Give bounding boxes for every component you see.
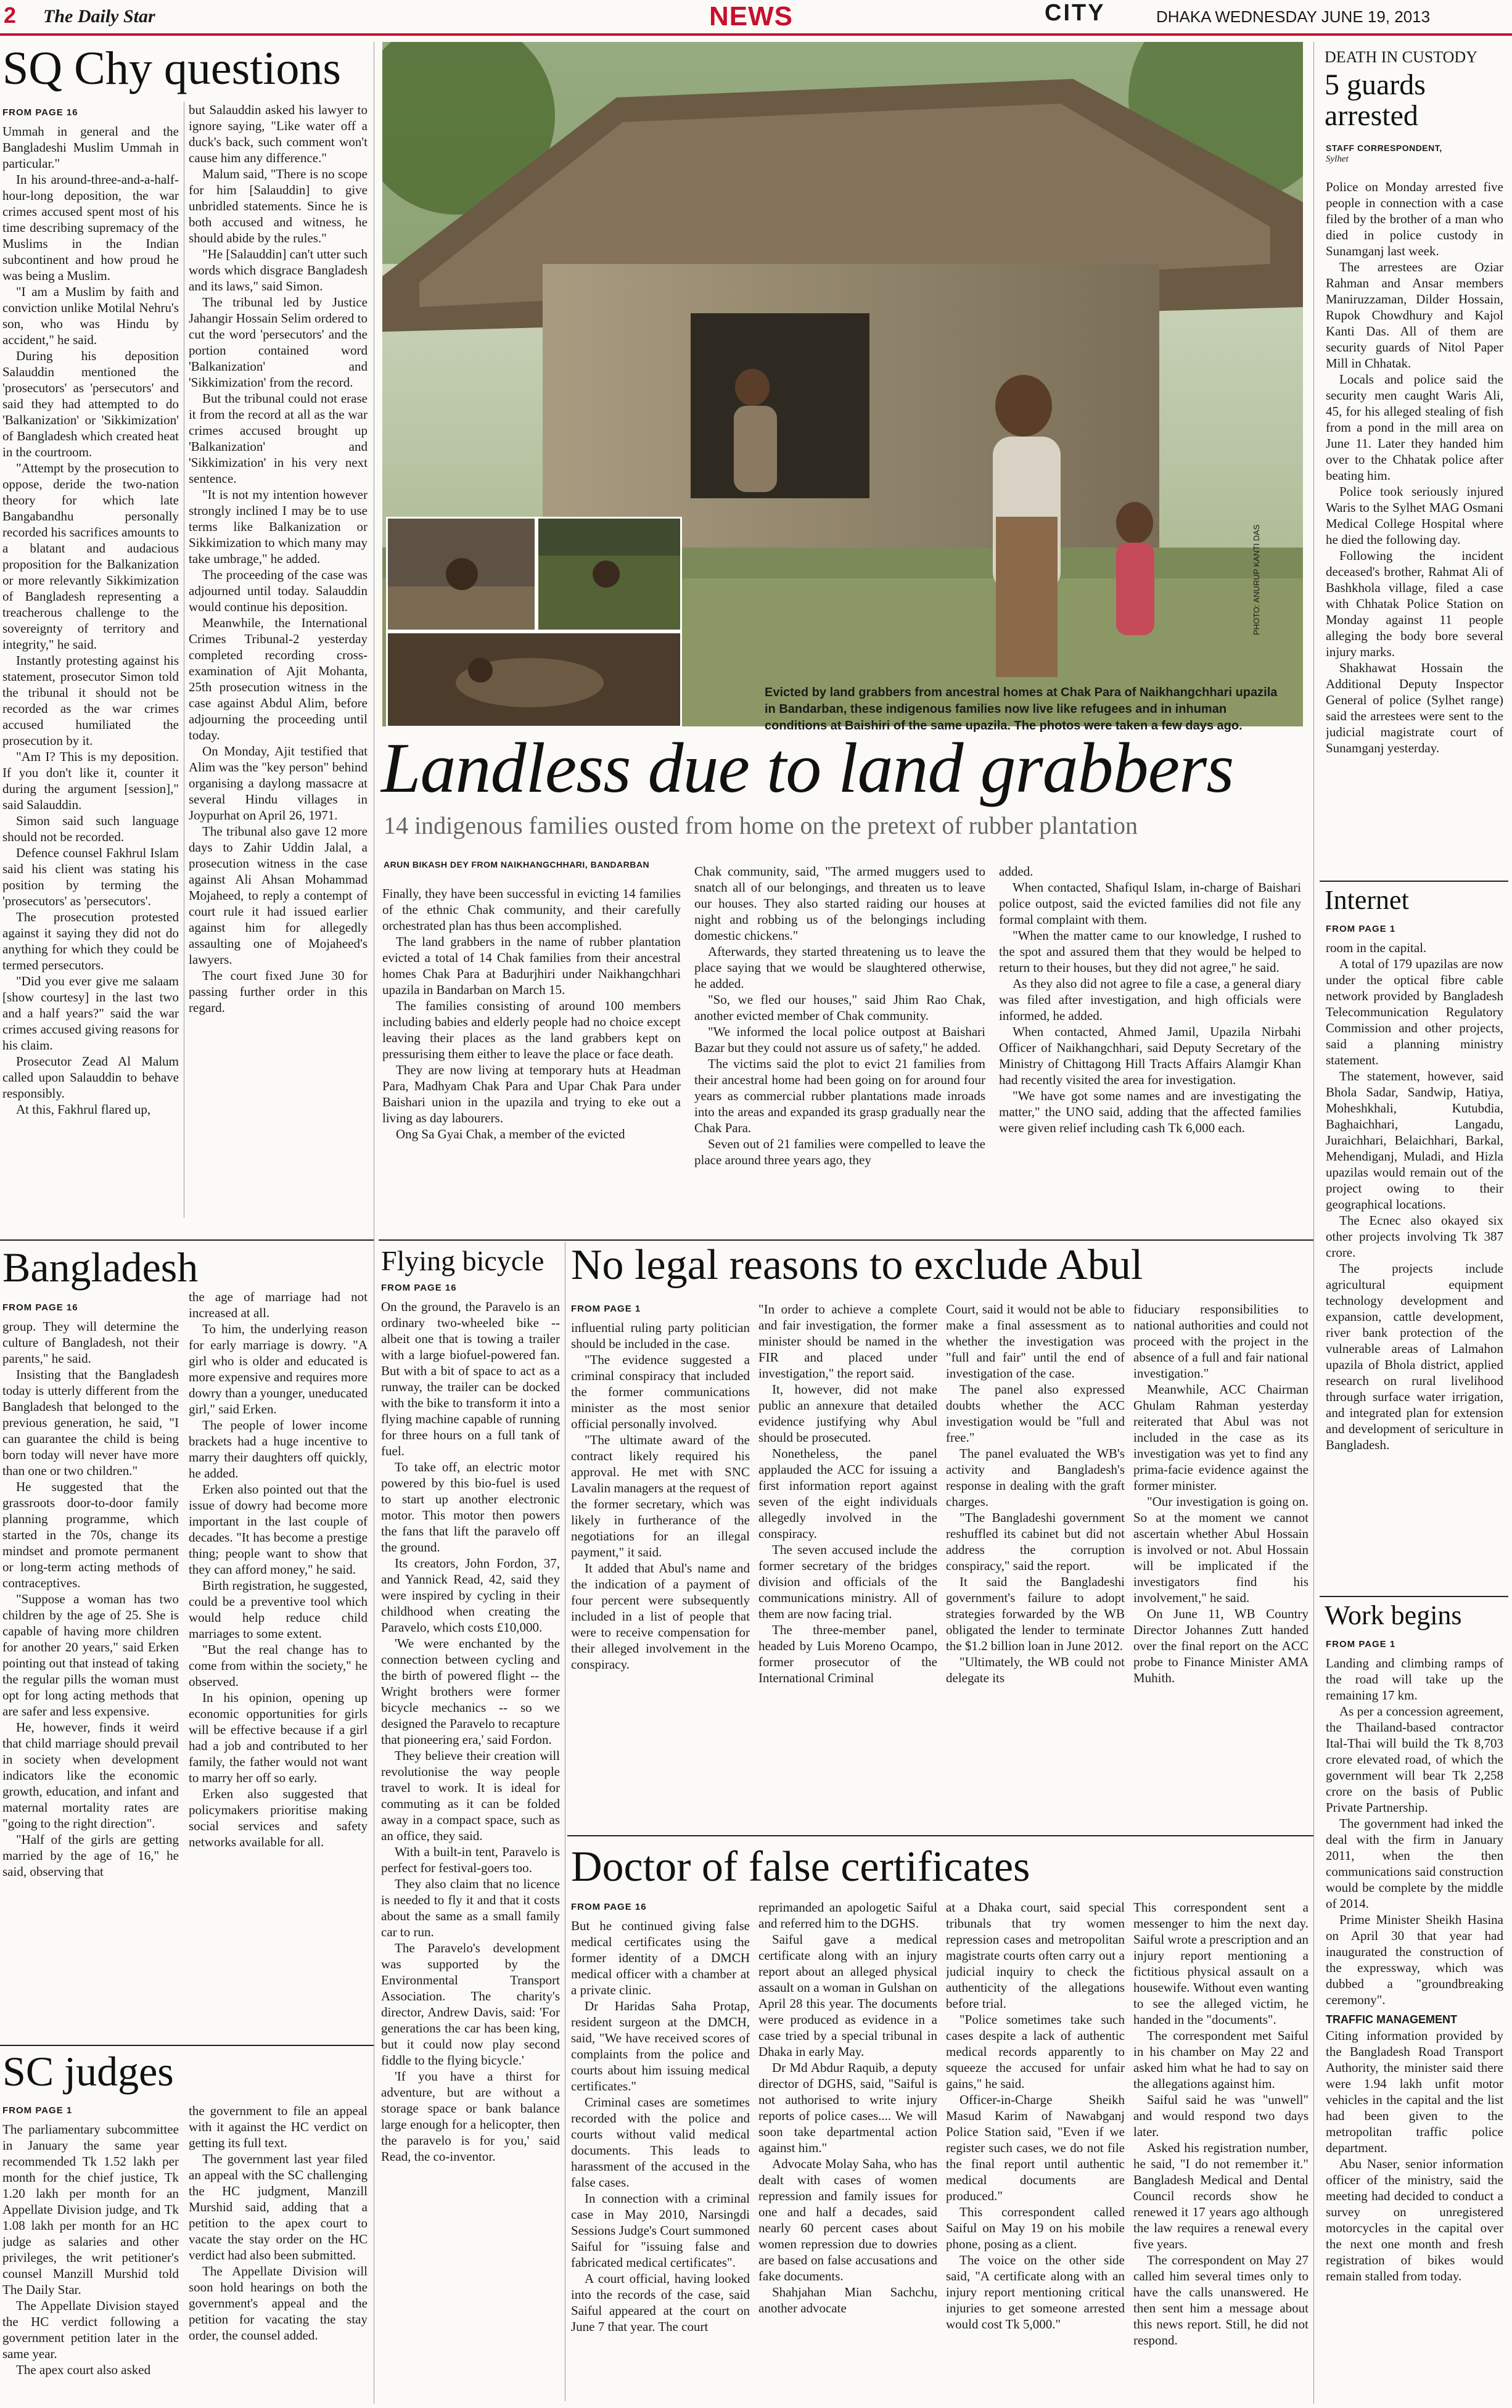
article-body [571,1918,750,2335]
flying-bicycle-headline: Flying bicycle [381,1245,544,1276]
paragraph: The government last year filed an appeal with the SC challenging the HC judgment, Manzill Murshid said, adding that a petition to the apex court to vacate the stay order on the HC verdict had also been submitted. [189,2151,368,2262]
section-rule [567,1835,1313,1836]
paragraph: Locals and police said the security men caught Waris Ali, 45, for his alleged stealing of fish from a pond in the mill area on June 11. Later they handed him over to the Chhatak police after beating him. [1326,372,1503,483]
sq-chy-headline: SQ Chy questions [2,43,341,94]
flying-bicycle-body [381,1280,560,2402]
article-body [1133,1301,1309,1686]
death-custody-headline-1: 5 guards [1325,68,1426,101]
paragraph: A court official, having looked into the records of the case, said Saiful appeared at the court on June 7 that year. The court [571,2271,750,2334]
paragraph: In his opinion, opening up economic opportunities for girls will be effective because if a girl had a job and contributed to her family, the father would not want to marry her off so early. [189,1690,368,1785]
paragraph: This correspondent sent a messenger to him the next day. Saiful wrote a prescription and an injury report mentioning a fictitious physical assault on a housewife. Without even wanting to see the alleged victim, he handed in the "documents". [1133,1900,1309,2027]
from-page: FROM PAGE 16 [2,107,78,118]
paragraph: Saiful gave a medical certificate along with an injury report about an alleged physical assault on a woman in Gulshan on April 28 this year. The documents were produced as evidence in a case tried by a special tribunal in Dhaka in early May. [758,1932,937,2059]
article-body [189,1289,368,1850]
section-rule [1320,881,1508,882]
paragraph: Simon said such language should not be recorded. [2,813,179,844]
paragraph: They believe their creation will revolutionise the way people travel to work. It is ideal for commuting as it can be folded away in a compact space, such as an office, they said. [381,1748,560,1843]
death-custody-place: Sylhet [1326,154,1349,164]
paragraph: the age of marriage had not increased at all. [189,1289,368,1320]
paragraph: In connection with a criminal case in May 2010, Narsingdi Sessions Judge's Court summoned Saiful for "issuing false and fabricated medical certificates". [571,2191,750,2270]
paragraph: "Half of the girls are getting married by the age of 16," he said, observing that [2,1832,179,1879]
paragraph: Criminal cases are sometimes recorded with the police and courts without valid medical documents. This leads to harassment of the accused in the false cases. [571,2095,750,2190]
paragraph: The voice on the other side said, "A certificate along with an injury report mentioning critical injuries to get someone arrested would cost Tk 5,000." [946,2253,1125,2332]
paragraph: It, however, did not make public an annexure that detailed evidence justifying why Abul should be prosecuted. [758,1382,937,1445]
paragraph: Court, said it would not be able to make a final assessment as to whether the investigation was "full and fair" until the end of investigation of the case. [946,1302,1125,1381]
paragraph: "In order to achieve a complete and fair investigation, the former minister should be named in the FIR and placed under investigation," the report said. [758,1302,937,1381]
paragraph: "It is not my intention however strongly inclined I may be to use terms like Balkanization or Sikkimization to which many may take umbrage," he added. [189,487,368,566]
paragraph: On Monday, Ajit testified that Alim was the "key person" behind organising a daylong massacre at several Hindu villages in Joypurhat on April 26, 1971. [189,744,368,823]
paragraph: But the tribunal could not erase it from the record at all as the war crimes accused brought up 'Balkanization' and 'Sikkimization' in his very next sentence. [189,391,368,486]
paragraph: Shahjahan Mian Sachchu, another advocate [758,2285,937,2316]
paragraph: reprimanded an apologetic Saiful and referred him to the DGHS. [758,1900,937,1931]
paragraph: Ummah in general and the Bangladeshi Muslim Ummah in particular." [2,124,179,171]
article-body [381,1299,560,2164]
paragraph: Officer-in-Charge Sheikh Masud Karim of Nawabganj Police Station said, "Even if we register such cases, we do not file the final report until authentic medical documents are produced." [946,2092,1125,2203]
paragraph: "So, we fled our houses," said Jhim Rao Chak, another evicted member of Chak community. [694,992,985,1023]
paragraph: "The Bangladeshi government reshuffled its cabinet but did not address the corruption conspiracy," said the report. [946,1510,1125,1573]
paragraph: He, however, finds it weird that child marriage should prevail in society when development indicators like the economic growth, education, and infant and maternal mortality rates are "going to the right direction". [2,1720,179,1831]
paragraph: They also claim that no licence is needed to fly it and that it costs about the same as a small family car to run. [381,1876,560,1939]
paragraph: At this, Fakhrul flared up, [16,1102,151,1117]
page-number: 2 [4,2,17,28]
subsection-label: CITY [1045,0,1106,26]
paragraph: The seven accused include the former secretary of the bridges division and officials of the communications ministry. All of them are now facing trial. [758,1542,937,1621]
paragraph: In his around-three-and-a-half-hour-long deposition, the war crimes accused spent most of his time describing supremacy of the Muslims in the Indian subcontinent and how proud he was being a Muslim. [2,172,179,283]
paragraph: With a built-in tent, Paravelo is perfect for festival-goers too. [381,1844,560,1875]
paragraph: During his deposition Salauddin mentioned the 'prosecutors' as 'persecutors' and said they had attempted to do 'Balkanization' or 'Sikkimization' of Bangladesh which created heat in the courtroom. [2,348,179,459]
paragraph: The Paravelo's development was supported by the Environmental Transport Association. The charity's director, Andrew Davis, said: 'For generations the car has been king, but it could now play second fiddle to the flying bicycle.' [381,1941,560,2068]
paragraph: Nonetheless, the panel applauded the ACC for issuing a first information report against seven of the eight individuals allegedly involved in the conspiracy. [758,1446,937,1541]
paragraph: Erken also suggested that policymakers prioritise making social services and safety networks available for all. [189,1786,368,1849]
paragraph: The Appellate Division will soon hold hearings on both the government's appeal and the petition for vacating the stay order, the counsel added. [189,2264,368,2343]
paragraph: Shakhawat Hossain the Additional Deputy Inspector General of police (Sylhet range) said the arrestees were sent to the judicial magistrate court of Sunamganj yesterday. [1326,660,1503,755]
paragraph: Meanwhile, the International Crimes Tribunal-2 yesterday completed recording cross-examination of Ajit Mohanta, 25th prosecution witness in the case against Abdul Alim, before adjourning the proceeding until today. [189,615,368,742]
abul-headline: No legal reasons to exclude Abul [571,1241,1143,1289]
abul-col1 [571,1301,750,1831]
paragraph: Prosecutor Zead Al Malum called upon Salauddin to behave responsibly. [2,1054,179,1101]
paragraph: Prime Minister Sheikh Hasina on April 30 that year had inaugurated the construction of the expressway, which was dubbed a "groundbreaking ceremony". [1326,1912,1503,2007]
paragraph: The parliamentary subcommittee in January the same year recommended Tk 1.52 lakh per month for the chief justice, Tk 1.20 lakh per month for an Appellate Division judge, and Tk 1.08 lakh per month for an HC judge as salaries and other privileges, the writ petitioner's counsel Manzill Murshid told The Daily Star. [2,2122,179,2297]
paragraph: The people of lower income brackets had a huge incentive to marry their daughters off quickly, he added. [189,1418,368,1481]
paragraph: Chak community, said, "The armed muggers used to snatch all of our belongings, and threaten us to leave our houses. They also started raiding our houses at night and robbing us of the belongings including domestic chickens." [694,864,985,943]
paragraph: Seven out of 21 families were compelled to leave the place around three years ago, they [694,1136,985,1167]
main-subheadline: 14 indigenous families ousted from home on the pretext of rubber plantation [384,812,1138,839]
article-body [2,1318,179,1880]
main-col2 [694,863,985,1231]
sc-judges-col1 [2,2103,179,2405]
paragraph: The apex court also asked [16,2362,151,2377]
paragraph: To him, the underlying reason for early marriage is dowry. "A girl who is older and educated is more expensive and requires more dowry than a younger, uneducated girl," said Erken. [189,1321,368,1416]
paragraph: The Appellate Division stayed the HC verdict following a government petition later in the same year. [2,2298,179,2361]
paragraph: the government to file an appeal with it against the HC verdict on getting its full text. [189,2103,368,2150]
paragraph: Insisting that the Bangladesh today is utterly different from the Bangladesh that belonged to the previous generation, he said, "I can guarantee the child is being born today will never have more than one or two children." [2,1367,179,1478]
column-divider [1313,42,1314,2404]
sq-chy-col1 [2,105,179,1295]
from-page: FROM PAGE 1 [571,1304,641,1314]
article-body [946,1899,1125,2332]
paragraph: The prosecution protested against it saying they did not do anything for which they could be termed persecutors. [2,910,179,972]
paragraph: "The evidence suggested a criminal conspiracy that included the former communications minister as the most senior official personally involved. [571,1352,750,1431]
paragraph: The correspondent met Saiful in his chamber on May 22 and asked him what he had to say on the allegations against him. [1133,2028,1309,2091]
paragraph: group. They will determine the culture of Bangladesh, not their parents," he said. [2,1319,179,1366]
paragraph: The tribunal also gave 12 more days to Zahir Uddin Jalal, a prosecution witness in the case against Ali Ahsan Mohammad Mojaheed, to reply a contempt of court rule it had issued earlier against him for allegedly assaulting one of Mojaheed's lawyers. [189,824,368,967]
paragraph: The tribunal led by Justice Jahangir Hossain Selim ordered to cut the word 'persecutors' and the portion contained word 'Balkanization' and 'Sikkimization' from the record. [189,295,368,390]
abul-col2 [758,1301,937,1831]
article-body [758,1301,937,1686]
abul-col3 [946,1301,1125,1831]
article-body [1326,179,1503,756]
paragraph: When contacted, Ahmed Jamil, Upazila Nirbahi Officer of Naikhangchhari, said Deputy Secretary of the Ministry of Chittagong Hill Tracts Affairs Alamgir Khan had recently visited the area for investigation. [999,1024,1301,1087]
paragraph: added. [999,864,1033,879]
paragraph: "Am I? This is my deposition. If you don't like it, counter it during the argument [session]," said Salauddin. [2,749,179,812]
paragraph: "He [Salauddin] can't utter such words which disgrace Bangladesh and its laws," said Simon. [189,247,368,294]
paragraph: When contacted, Shafiqul Islam, in-charge of Baishari police outpost, said the evicted families did not file any formal complaint with them. [999,880,1301,927]
paragraph: The projects include agricultural equipment technology development and expansion, cattle development, river bank protection of the vulnerable areas of Lalmahon upazila of Bhola district, applied research on rural livelihood through surface water irrigation, and integrated plan for extension and development of sericulture in Bangladesh. [1326,1261,1503,1452]
sq-chy-col2 [189,102,368,1295]
paragraph: Police took seriously injured Waris to the Sylhet MAG Osmani Medical College Hospital where he died the following day. [1326,484,1503,547]
paragraph: Saiful said he was "unwell" and would respond two days later. [1133,2092,1309,2139]
article-body [571,1320,750,1672]
paragraph: The families consisting of around 100 members including babies and elderly people had no choice except leaving their places as the land grabbers kept on pressurising them either to leave the place or face death. [382,998,681,1061]
section-label: NEWS [709,1,793,31]
paragraph: The arrestees are Oziar Rahman and Ansar members Maniruzzaman, Dilder Hossain, Rupok Chowdhury and Kajol Kanti Das. All of them are security guards of Nitol Paper Mill in Chhatak. [1326,260,1503,371]
section-rule [1320,1596,1508,1597]
article-body [2,2121,179,2378]
paragraph: Instantly protesting against his statement, prosecutor Simon told the tribunal it should not be recorded as the war crimes accused humiliated the prosecution by it. [2,653,179,748]
paragraph: Asked his registration number, he said, "I do not remember it." Bangladesh Medical and Dental Council records show he renewed it 17 years ago although the law requires a renewal every five years. [1133,2140,1309,2251]
photo-credit: PHOTO: ANURUP KANTI DAS [1252,524,1261,635]
death-custody-headline-2: arrested [1325,99,1418,132]
from-page: FROM PAGE 1 [2,2105,73,2116]
paragraph: The three-member panel, headed by Luis Moreno Ocampo, former prosecutor of the International Criminal [758,1622,937,1685]
paragraph: It said the Bangladeshi government's failure to adopt strategies forwarded by the WB obligated the lender to terminate the $1.2 billion loan in June 2012. [946,1574,1125,1653]
paragraph: A total of 179 upazilas are now under the optical fibre cable network provided by Bangladesh Telecommunication Regulatory Commission and other projects, said a planning ministry statement. [1326,956,1503,1067]
paragraph: "Suppose a woman has two children by the age of 25. She is capable of having more children for another 20 years," said Erken pointing out that instead of taking the regular pills the woman must opt for long acting methods that are safer and less expensive. [2,1592,179,1719]
masthead-rule [0,33,1512,36]
paragraph: Finally, they have been successful in evicting 14 families of the ethnic Chak community, and their carefully orchestrated plan has thus been accomplished. [382,886,681,933]
paragraph: The proceeding of the case was adjourned until today. Salauddin would continue his deposition. [189,567,368,614]
death-custody-kicker: DEATH IN CUSTODY [1325,48,1477,66]
paragraph: Birth registration, he suggested, could be a preventive tool which would help reduce child marriages to some extent. [189,1578,368,1641]
paragraph: Dr Md Abdur Raquib, a deputy director of DGHS, said, "Saiful is not authorised to write injury reports of police cases.... We will soon take departmental action against him." [758,2060,937,2155]
paragraph: On June 11, WB Country Director Johannes Zutt handed over the final report on the ACC probe to Finance Minister AMA Muhith. [1133,1606,1309,1685]
bangladesh-col1 [2,1300,179,2040]
paragraph: "Police sometimes take such cases despite a lack of authentic medical records apparently to squeeze the accused for unfair gains," he said. [946,2012,1125,2091]
paragraph: But he continued giving false medical certificates using the former identity of a DMCH medical officer with a chamber at a private clinic. [571,1918,750,1997]
bangladesh-col2 [189,1289,368,2040]
photo-caption: Evicted by land grabbers from ancestral homes at Chak Para of Naikhangchhari upazila in Bandarban, these indigenous families now live like refugees and in inhuman conditions at Baishiri of the same upazila. The photos were taken a few days ago. [765,686,1278,733]
paragraph: Malum said, "There is no scope for him [Salauddin] to give unbridled statements. Since he is both accused and witness, he should abide by the rules." [189,166,368,245]
masthead [0,0,1512,32]
work-begins-headline: Work begins [1325,1600,1462,1630]
death-custody-body [1326,179,1503,876]
inset-image [388,519,535,630]
main-col3 [999,863,1301,1231]
paragraph: The land grabbers in the name of rubber plantation evicted a total of 14 Chak families from their ancestral homes Chak Para at Badurjhiri under Naikhangchhari upazila in Bandarban on March 15. [382,934,681,997]
inset-image [388,633,680,726]
section-rule [0,1239,374,1241]
paragraph: Defence counsel Fakhrul Islam said his client was stating his position by terming the 'prosecutors' as 'persecutors'. [2,845,179,908]
paragraph: "Did you ever give me salaam [show courtesy] in the last two and a half years?" said the war crimes accused giving reasons for his claim. [2,974,179,1053]
main-col1 [382,886,681,1231]
inset-photo-2 [536,517,682,631]
paragraph: Ong Sa Gyai Chak, a member of the evicted [396,1127,625,1141]
from-page: FROM PAGE 16 [381,1283,457,1293]
paragraph: They are now living at temporary huts at Headman Para, Madhyam Chak Para and Upar Chak Para under Baishari union in the upazila and trying to eke out a living as day labourers. [382,1062,681,1125]
article-body [189,102,368,1016]
article-body [694,863,985,1168]
inset-photo-1 [386,517,536,631]
section-rule [0,2045,374,2046]
paragraph: Afterwards, they started threatening us to leave the place saying that we would be slaughtered otherwise, he added. [694,944,985,991]
death-custody-byline: STAFF CORRESPONDENT, [1326,143,1442,153]
paragraph: To take off, an electric motor powered by this bio-fuel is used to start up another electronic motor. This motor then powers the fans that lift the paravelo off the ground. [381,1460,560,1555]
article-body [189,2103,368,2343]
paragraph: "I am a Muslim by faith and conviction unlike Motilal Nehru's son, who was Hindu by accident," he said. [2,284,179,347]
article-body [2,123,179,1117]
from-page: FROM PAGE 1 [1326,1639,1396,1650]
paragraph: Police on Monday arrested five people in connection with a case filed by the brother of a man who died in police custody in Sunamganj last week. [1326,179,1503,258]
paragraph: Its creators, John Fordon, 37, and Yannick Read, 42, said they were inspired by cycling in their childhood when creating the Paravelo, which costs £10,000. [381,1556,560,1635]
paragraph: fiduciary responsibilities to national authorities and could not proceed with the project in the absence of a full and fair national investigation." [1133,1302,1309,1381]
from-page: FROM PAGE 16 [571,1902,647,1912]
paragraph: "The ultimate award of the contract likely required his approval. He met with SNC Lavalin managers at the request of the former secretary, which was likely in furtherance of the negotiations for an illegal payment," it said. [571,1432,750,1559]
paragraph: As they also did not agree to file a case, a general diary was filed after investigation, and high officials were informed, he added. [999,976,1301,1023]
paragraph: Dr Haridas Saha Protap, resident surgeon at the DMCH, said, "We have received scores of complaints from the police and courts about him issuing medical certificates." [571,1999,750,2094]
internet-headline: Internet [1325,885,1409,915]
paragraph: Abu Naser, senior information officer of the ministry, said the meeting had decided to conduct a survey on unregistered motorcycles in the capital over the next one month and fresh registration of bikes would remain stalled from today. [1326,2156,1503,2283]
article-body [1326,1655,1503,2008]
inset-image [538,519,680,630]
paragraph: Erken also pointed out that the issue of dowry had become more important in the last couple of decades. "It has become a prestige thing; people want to show that they can afford money," he said. [189,1482,368,1577]
paragraph: This correspondent called Saiful on May 19 on his mobile phone, posing as a client. [946,2205,1125,2251]
paragraph: "Ultimately, the WB could not delegate its [946,1654,1125,1685]
paragraph: 'If you have a thirst for adventure, but are without a storage space or bank balance large enough for a helicopter, then the paravelo is for you,' said Read, the co-inventor. [381,2069,560,2164]
paragraph: "But the real change has to come from within the society," he observed. [189,1642,368,1689]
paragraph: Advocate Molay Saha, who has dealt with cases of women repression and family issues for one and half a decades, said nearly 60 percent cases about women repression due to dowries are based on false accusations and fake documents. [758,2156,937,2283]
article-body [382,886,681,1142]
paragraph: at a Dhaka court, said special tribunals that try women repression cases and metropolitan magistrate courts often carry out a judicial inquiry to check the authenticity of the allegations before trial. [946,1900,1125,2011]
dateline: DHAKA WEDNESDAY JUNE 19, 2013 [1156,7,1431,26]
paragraph: Following the incident deceased's brother, Rahmat Ali of Bashkhola village, filed a case with Chhatak Police Station on Monday against 11 people alleging the body bore several injury marks. [1326,548,1503,659]
doctor-col3 [946,1899,1125,2404]
inset-photo-3 [386,631,682,726]
paragraph: The correspondent on May 27 called him several times only to have the calls unanswered. He then sent him a message about this news report. Still, he did not respond. [1133,2253,1309,2348]
paragraph: room in the capital. [1326,940,1427,955]
paragraph: "Our investigation is going on. So at the moment we cannot ascertain whether Abul Hossain is involved or not. Abul Hossain will be implicated if the investigators find his involvement," he said. [1133,1494,1309,1605]
article-body [999,863,1301,1136]
sc-judges-col2 [189,2103,368,2405]
from-page: FROM PAGE 1 [1326,924,1396,934]
paragraph: The panel also expressed doubts whether the ACC investigation would be "full and free." [946,1382,1125,1445]
paragraph: "When the matter came to our knowledge, I rushed to the spot and assured them that they would be helped to return to their houses, but they did not agree," he said. [999,928,1301,975]
doctor-col4 [1133,1899,1309,2404]
paragraph: "We informed the local police outpost at Baishari Bazar but they could not assure us of safety," he added. [694,1024,985,1055]
paragraph: Landing and climbing ramps of the road will take up the remaining 17 km. [1326,1656,1503,1703]
paragraph: It added that Abul's name and the indication of a payment of four percent were subsequently included in a list of people that were to receive compensation for their alleged involvement in the conspiracy. [571,1561,750,1672]
paragraph: The victims said the plot to evict 21 families from their ancestral home had been going on for around four years as commercial rubber plantations made inroads into the areas and expanded its grasp gradually near the Chak Para. [694,1056,985,1135]
paragraph: Citing information provided by the Bangladesh Road Transport Authority, the minister said there were 1.94 lakh unfit motor vehicles in the capital and the list had been given to the metropolitan traffic police department. [1326,2028,1503,2155]
paragraph: On the ground, the Paravelo is an ordinary two-wheeled bike -- albeit one that is towing a trailer with a large biofuel-powered fan. But with a bit of space to act as a runway, the trailer can be docked with the bike to transform it into a flying machine capable of running for three hours on a full tank of fuel. [381,1299,560,1458]
paragraph: "We have got some names and are investigating the matter," the UNO said, adding that the affected families were given relief including cash Tk 6,000 each. [999,1088,1301,1135]
paragraph: The government had inked the deal with the firm in January 2011, when the then communications said construction would be complete by the middle of 2014. [1326,1816,1503,1911]
paragraph: As per a concession agreement, the Thailand-based contractor Ital-Thai will build the Tk 8,703 crore elevated road, of which the government will bear Tk 2,258 crore on the basis of Public Private Partnership. [1326,1704,1503,1815]
eviction-photo [382,42,1303,726]
doctor-col2 [758,1899,937,2404]
main-headline: Landless due to land grabbers [381,729,1234,808]
main-byline: ARUN BIKASH DEY FROM NAIKHANGCHHARI, BANDARBAN [384,860,650,869]
paragraph: The Ecnec also okayed six other projects involving Tk 387 crore. [1326,1213,1503,1260]
doctor-headline: Doctor of false certificates [571,1843,1030,1891]
paragraph: The court fixed June 30 for passing further order in this regard. [189,968,368,1015]
article-body [758,1899,937,2316]
sc-judges-headline: SC judges [2,2048,174,2095]
traffic-subhead: TRAFFIC MANAGEMENT [1326,2013,1457,2026]
from-page: FROM PAGE 16 [2,1302,78,1313]
paragraph: "Attempt by the prosecution to oppose, deride the two-nation theory for which late Bangabandhu personally recorded his sacrifices amounts to a blatant and audacious proposition for the Balkanization or more relevantly Sikkimization of Bangladesh representing a treacherous challenge to the sovereignty of territory and integrity," he said. [2,461,179,652]
paragraph: The statement, however, said Bhola Sadar, Sandwip, Hatiya, Moheshkhali, Kutubdia, Baghaichhari, Langadu, Juraichhari, Belaichhari, Barkal, Mehendiganj, Muladi, and Hizla upazilas would remain out of the project owing to their geographical locations. [1326,1069,1503,1212]
paragraph: 'We were enchanted by the connection between cycling and the birth of powered flight -- the Wright brothers were former bicycle mechanics -- so we designed the Paravelo to recapture that pioneering era,' said Fordon. [381,1636,560,1747]
paragraph: He suggested that the grassroots door-to-door family planning programme, which started in the 70s, change its mindset and promote permanent or long-term acting methods of contraceptives. [2,1479,179,1590]
paragraph: Meanwhile, ACC Chairman Ghulam Rahman yesterday reiterated that Abul was not included in the case as its investigation was yet to find any prima-facie evidence against the former minister. [1133,1382,1309,1493]
paragraph: influential ruling party politician should be included in the case. [571,1320,750,1351]
bangladesh-headline: Bangladesh [2,1244,199,1291]
article-body [946,1301,1125,1686]
article-body [1133,1899,1309,2348]
work-begins-body [1326,1637,1503,2401]
paper-name: The Daily Star [43,6,155,27]
doctor-col1 [571,1899,750,2404]
abul-col4 [1133,1301,1309,1831]
article-body [1326,940,1503,1453]
internet-body [1326,921,1503,1624]
article-body [1326,2028,1503,2284]
paragraph: but Salauddin asked his lawyer to ignore saying, "Like water off a duck's back, such comment won't cause him any difference." [189,102,368,165]
paragraph: The panel evaluated the WB's activity and Bangladesh's response in dealing with the graft charges. [946,1446,1125,1509]
